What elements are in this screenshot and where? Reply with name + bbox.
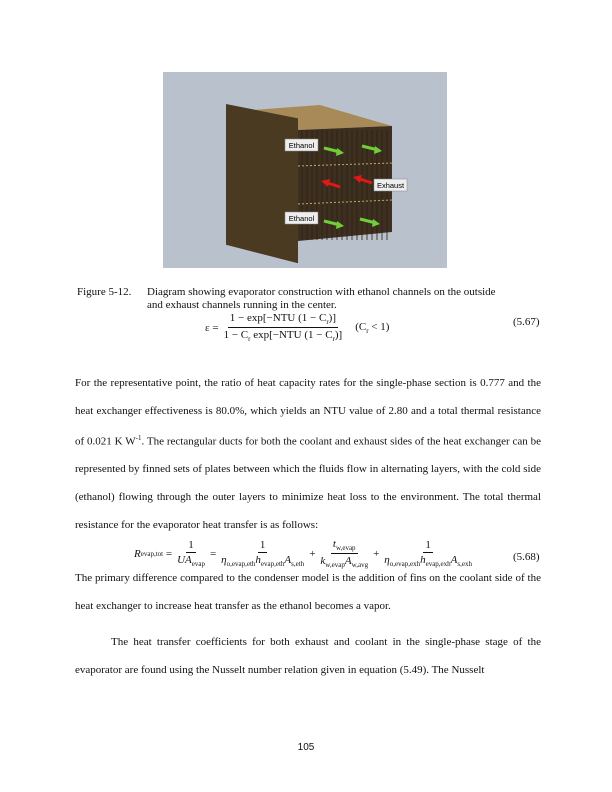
paragraph-2: The primary difference compared to the condenser model is the addition of fins on the coolant side of the heat exchanger to increase heat transfer as the ethanol becomes a vapor. <box>75 572 541 612</box>
equation-5-68: R evap,tot = $\frac{1}{UA_{evap}}$ = $\frac{1}{\eta_{o,evap,eth}h_{evap,eth}A_{s,eth}}$ + $\frac{t_{w,evap}}{k_{w,evap}A_{w,avg}}$ + $\frac{1}{\eta_{o,evap,exh}h_{evap,exh}A_{s,exh}}$ <box>134 538 472 570</box>
equation-number-5-67: (5.67) <box>513 316 540 328</box>
svg-text:Exhaust: Exhaust <box>376 181 405 190</box>
block-side-face <box>226 104 298 263</box>
paragraph-1: For the representative point, the ratio of heat capacity rates for the single-phase section is 0.777 and the heat exchanger effectiveness is 80.0%, which yields an NTU value of 2.80 and a total thermal resistance of 0.021 K $W^{-1}$. The rectangular ducts for both the coolant and exhaust sides of the heat exchanger can be represented by finned sets of plates between which the fluids flow in alternating layers, with the cold side (ethanol) flowing through the outer layers to minimize heat loss to the environment. The total thermal resistance for the evaporator heat transfer is as follows: <box>75 377 541 531</box>
evaporator-diagram <box>163 72 447 268</box>
svg-text:Ethanol: Ethanol <box>288 214 315 223</box>
equation-number-5-68: (5.68) <box>513 551 540 563</box>
page-number: 105 <box>297 742 315 753</box>
paragraph-3: The heat transfer coefficients for both exhaust and coolant in the single-phase stage of the evaporator are found using the Nusselt number relation given in equation (5.49). The Nusselt <box>75 636 541 676</box>
equation-5-67: ε = $\frac{1 - \exp[-NTU (1 - C_r)]}{1 - C_r \exp[-NTU (1 - C_r)]}$ $(C_r < 1)$ <box>205 312 390 344</box>
figure-caption: Figure 5-12. Diagram showing evaporator construction with ethanol channels on the outside and exhaust channels running in the center. <box>77 286 496 311</box>
svg-text:Ethanol: Ethanol <box>288 141 315 150</box>
